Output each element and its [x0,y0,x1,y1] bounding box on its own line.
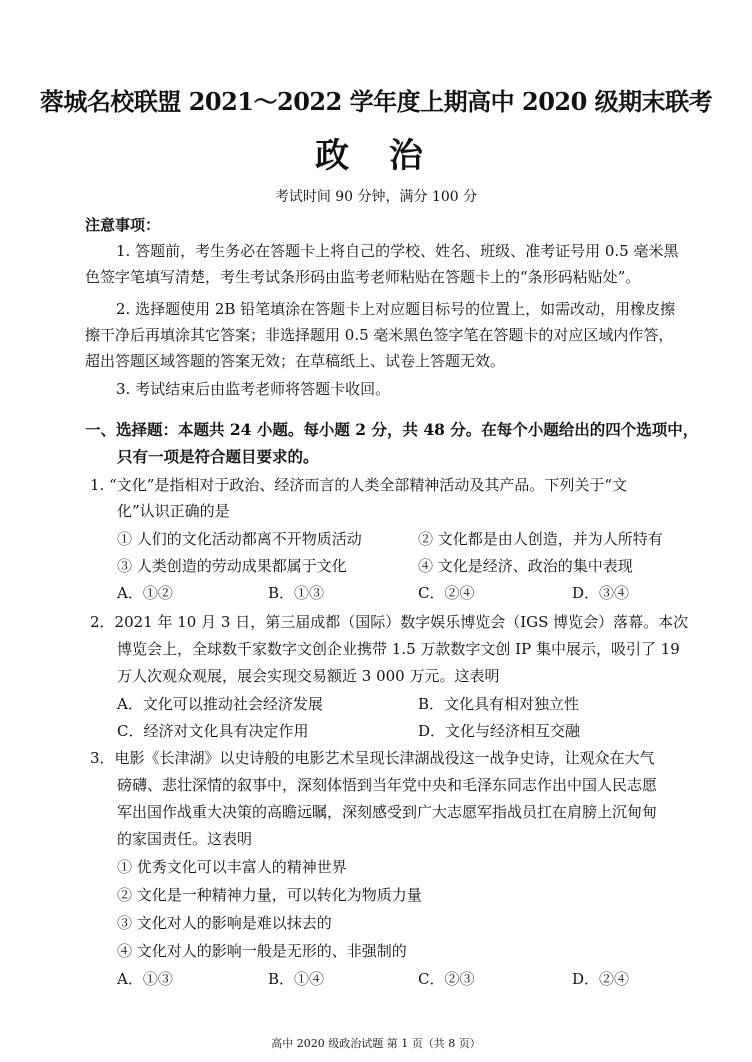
statement: ③ 人类创造的劳动成果都属于文化 [117,557,347,575]
option-a: A．文化可以推动社会经济发展 [117,695,323,713]
statement: ① 优秀文化可以丰富人的精神世界 [117,858,347,876]
notice-line: 1. 答题前，考生务必在答题卡上将自己的学校、姓名、班级、准考证号用 0.5 毫米黑 [116,242,679,260]
statement: ② 文化是一种精神力量，可以转化为物质力量 [117,886,422,904]
option-b: B．文化具有相对独立性 [418,695,580,713]
notice-heading: 注意事项： [85,216,161,234]
question-stem: 3．电影《长津湖》以史诗般的电影艺术呈现长津湖战役这一战争史诗，让观众在大气 [90,749,655,767]
notice-line: 色签字笔填写清楚，考生考试条形码由监考老师粘贴在答题卡上的“条形码粘贴处”。 [85,268,641,286]
subject-title: 政 治 [315,136,437,176]
question-stem: 万人次观众观展，展会实现交易额近 3 000 万元。这表明 [117,667,500,685]
option-d: D．②④ [572,970,630,988]
section-heading-cont: 只有一项是符合题目要求的。 [117,447,319,466]
exam-title: 蓉城名校联盟 2021～2022 学年度上期高中 2020 级期末联考 [39,87,713,116]
option-d: D．③④ [572,584,630,602]
question-stem: 军出国作战重大决策的高瞻远瞩，深刻感受到广大志愿军指战员扛在肩膀上沉甸甸 [117,803,658,821]
statement: ③ 文化对人的影响是难以抹去的 [117,914,332,932]
question-stem: 化”认识正确的是 [117,502,230,520]
option-a: A．①③ [117,970,173,988]
notice-line: 超出答题区域答题的答案无效；在草稿纸上、试卷上答题无效。 [85,352,506,370]
notice-line: 擦干净后再填涂其它答案；非选择题用 0.5 毫米黑色签字笔在答题卡的对应区域内作答， [85,326,674,344]
statement: ② 文化都是由人创造，并为人所特有 [418,530,663,548]
question-stem: 博览会上，全球数千家数字文创企业携带 1.5 万款数字文创 IP 集中展示，吸引了 19 [117,640,680,658]
question-stem: 磅礴、悲壮深情的叙事中，深刻体悟到当年党中央和毛泽东同志作出中国人民志愿 [117,776,658,794]
option-c: C．经济对文化具有决定作用 [117,722,309,740]
statement: ① 人们的文化活动都离不开物质活动 [117,530,362,548]
notice-line: 2. 选择题使用 2B 铅笔填涂在答题卡上对应题目标号的位置上，如需改动，用橡皮擦 [116,300,676,318]
question-stem: 2．2021 年 10 月 3 日，第三届成都（国际）数字娱乐博览会（IGS 博览会）落幕。本次 [90,613,689,631]
option-b: B．①④ [268,970,325,988]
notice-line: 3. 考试结束后由监考老师将答题卡收回。 [116,380,391,398]
statement: ④ 文化是经济、政治的集中表现 [418,557,633,575]
statement: ④ 文化对人的影响一般是无形的、非强制的 [117,942,407,960]
option-d: D．文化与经济相互交融 [418,722,581,740]
question-stem: 的家国责任。这表明 [117,830,253,848]
page-footer: 高中 2020 级政治试题 第 1 页（共 8 页） [271,1037,481,1050]
option-a: A．①② [117,584,173,602]
option-c: C．②④ [418,584,475,602]
section-heading: 一、选择题：本题共 24 小题。每小题 2 分，共 48 分。在每个小题给出的四个选项中， [85,420,699,439]
option-b: B．①③ [268,584,325,602]
option-c: C．②③ [418,970,475,988]
question-stem: 1. “文化”是指相对于政治、经济而言的人类全部精神活动及其产品。下列关于“文 [90,476,628,494]
exam-info: 考试时间 90 分钟，满分 100 分 [274,189,478,205]
